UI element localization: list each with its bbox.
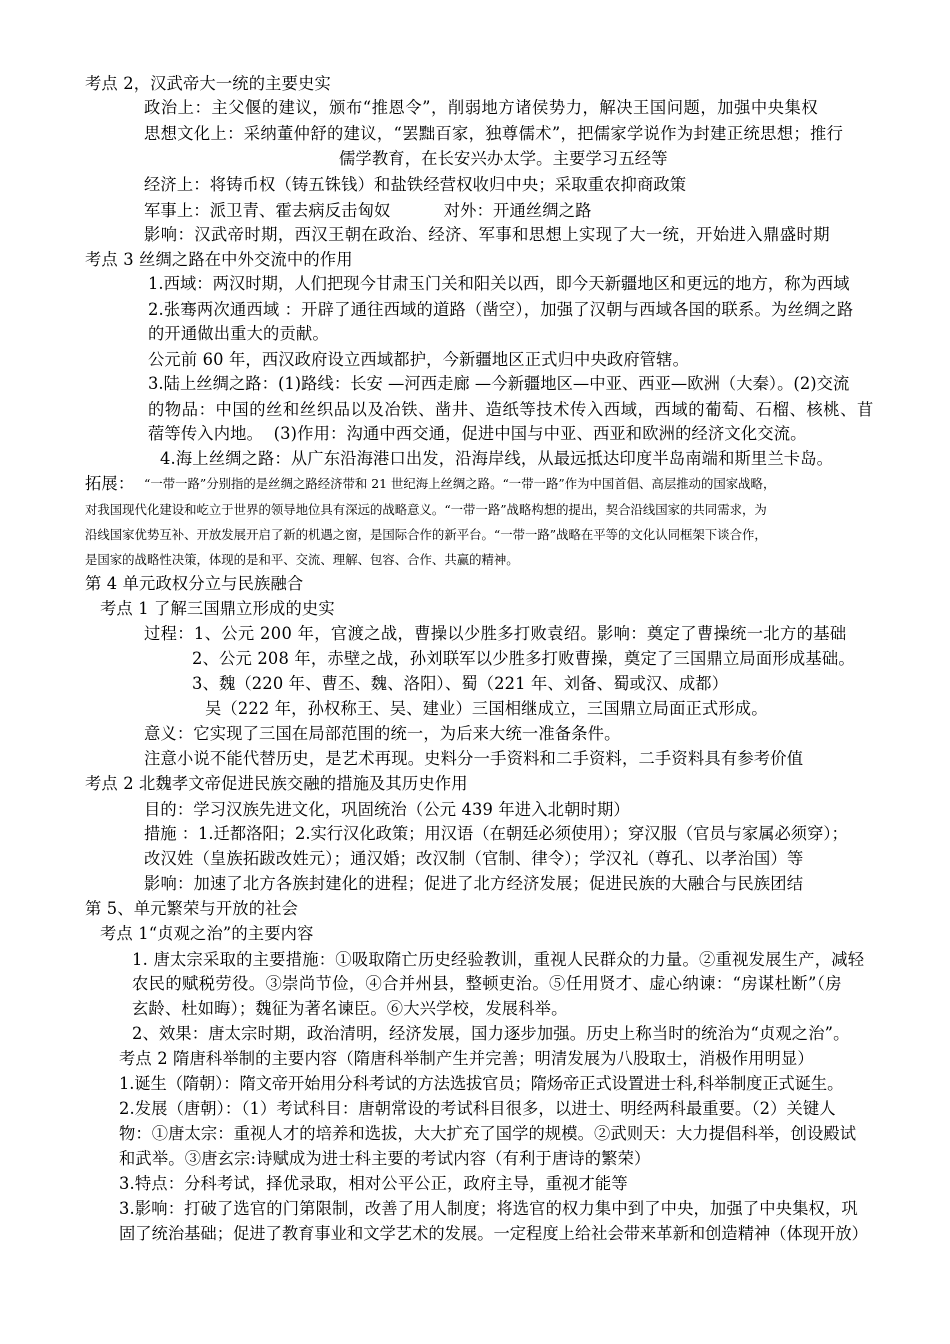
heading-unit-4: 第 4 单元政权分立与民族融合 xyxy=(85,574,304,593)
heading-kaodian-2-hanwudi: 考点 2，汉武帝大一统的主要史实 xyxy=(85,74,331,93)
text-line: 1.西域：两汉时期，人们把现今甘肃玉门关和阳关以西，即今天新疆地区和更远的地方，称为西域 xyxy=(148,274,850,293)
text-line: 2、公元 208 年，赤壁之战，孙刘联军以少胜多打败曹操，奠定了三国鼎立局面形成基础。 xyxy=(192,649,855,668)
text-line: 3.影响：打破了选官的门第限制，改善了用人制度；将选官的权力集中到了中央，加强了中央集权，巩 xyxy=(119,1199,858,1218)
text-line: 4.海上丝绸之路：从广东沿海港口出发，沿海岸线，从最远抵达印度半岛南端和斯里兰卡岛。 xyxy=(160,449,834,468)
text-line: 蓿等传入内地。 (3)作用：沟通中西交通，促进中国与中亚、西亚和欧洲的经济文化交流。 xyxy=(148,424,807,443)
text-line: 2.发展（唐朝）：（1）考试科目：唐朝常设的考试科目很多，以进士、明经两科最重要。（2）关键人 xyxy=(119,1099,836,1118)
text-line: 玄龄、杜如晦）；魏征为著名谏臣。⑥大兴学校，发展科举。 xyxy=(132,999,568,1018)
text-line: 1.诞生（隋朝）：隋文帝开始用分科考试的方法选拔官员；隋炀帝正式设置进士科,科举制度正式诞生。 xyxy=(119,1074,844,1093)
heading-kaodian-1-zhenguan: 考点 1“贞观之治”的主要内容 xyxy=(100,924,314,943)
heading-kaodian-3-silk-road: 考点 3 丝绸之路在中外交流中的作用 xyxy=(85,250,353,269)
text-line: 1. 唐太宗采取的主要措施：①吸取隋亡历史经验教训，重视人民群众的力量。②重视发展生产，减轻 xyxy=(132,950,865,969)
heading-kaodian-2-xiaowendi: 考点 2 北魏孝文帝促进民族交融的措施及其历史作用 xyxy=(85,774,468,793)
text-line: 意义：它实现了三国在局部范围的统一，为后来大统一准备条件。 xyxy=(144,724,621,743)
text-line: 经济上：将铸币权（铸五铢钱）和盐铁经营权收归中央；采取重农抑商政策 xyxy=(144,175,687,194)
small-text-line: 对我国现代化建设和屹立于世界的领导地位具有深远的战略意义。“一带一路”战略构想的提出，契合沿线国家的共同需求，为 xyxy=(85,502,767,517)
text-line: 过程：1、公元 200 年，官渡之战，曹操以少胜多打败袁绍。影响：奠定了曹操统一北方的基础 xyxy=(144,624,847,643)
text-line: 物：①唐太宗：重视人才的培养和选拔，大大扩充了国学的规模。②武则天：大力提倡科举，创设殿试 xyxy=(119,1124,857,1143)
text-line: 2.张骞两次通西域 ：开辟了通往西域的道路（凿空），加强了汉朝与西域各国的联系。为丝绸之路 xyxy=(148,300,854,319)
text-line: 和武举。③唐玄宗:诗赋成为进士科主要的考试内容（有利于唐诗的繁荣） xyxy=(119,1149,651,1168)
text-line: 目的：学习汉族先进文化，巩固统治（公元 439 年进入北朝时期） xyxy=(144,800,630,819)
text-line: 3.陆上丝绸之路：(1)路线：长安 —河西走廊 —今新疆地区—中亚、西亚—欧洲（大秦）。(2)交流 xyxy=(148,374,850,393)
small-text-line: “一带一路”分别指的是丝绸之路经济带和 21 世纪海上丝绸之路。“一带一路”作为中国首倡、高层推动的国家战略， xyxy=(144,476,776,491)
text-line: 农民的赋税劳役。③崇尚节俭，④合并州县，整顿吏治。⑤任用贤才、虚心纳谏：“房谋杜断”（房 xyxy=(132,974,842,993)
text-line: 的物品：中国的丝和丝织品以及冶铁、凿井、造纸等技术传入西域，西域的葡萄、石榴、核桃、苜 xyxy=(148,400,874,419)
text-line: 影响：加速了北方各族封建化的进程；促进了北方经济发展；促进民族的大融合与民族团结 xyxy=(144,874,804,893)
small-text-line: 沿线国家优势互补、开放发展开启了新的机遇之窗，是国际合作的新平台。“一带一路”战略在平等的文化认同框架下谈合作， xyxy=(85,527,767,542)
text-line: 公元前 60 年，西汉政府设立西域都护，今新疆地区正式归中央政府管辖。 xyxy=(148,350,690,369)
text-line: 改汉姓（皇族拓跋改姓元）；通汉婚；改汉制（官制、律令）；学汉礼（尊孔、以孝治国）等 xyxy=(144,849,804,868)
heading-unit-5: 第 5、单元繁荣与开放的社会 xyxy=(85,899,299,918)
small-text-line: 是国家的战略性决策，体现的是和平、交流、理解、包容、合作、共赢的精神。 xyxy=(85,552,519,567)
text-line: 军事上：派卫青、霍去病反击匈奴 对外：开通丝绸之路 xyxy=(144,201,592,220)
text-line: 2、效果：唐太宗时期，政治清明，经济发展，国力逐步加强。历史上称当时的统治为“贞观之治”。 xyxy=(132,1024,850,1043)
text-line: 思想文化上：采纳董仲舒的建议，“罢黜百家，独尊儒术”，把儒家学说作为封建正统思想；推行 xyxy=(144,124,844,143)
text-line: 的开通做出重大的贡献。 xyxy=(148,324,329,343)
text-line: 政治上：主父偃的建议，颁布“推恩令”，削弱地方诸侯势力，解决王国问题，加强中央集权 xyxy=(144,98,819,117)
text-line: 措施 ：1.迁都洛阳；2.实行汉化政策；用汉语（在朝廷必须使用）；穿汉服（官员与家属必须穿）； xyxy=(144,824,848,843)
extension-label: 拓展： xyxy=(85,474,135,493)
text-line: 影响：汉武帝时期，西汉王朝在政治、经济、军事和思想上实现了大一统，开始进入鼎盛时期 xyxy=(144,225,830,244)
text-line: 固了统治基础；促进了教育事业和文学艺术的发展。一定程度上给社会带来革新和创造精神（体现开放） xyxy=(119,1224,868,1243)
text-line: 3.特点：分科考试，择优录取，相对公平公正，政府主导，重视才能等 xyxy=(119,1174,628,1193)
text-line: 吴（222 年，孙权称王、吴、建业）三国相继成立，三国鼎立局面正式形成。 xyxy=(205,699,768,718)
text-line: 3、魏（220 年、曹丕、魏、洛阳）、蜀（221 年、刘备、蜀或汉、成都） xyxy=(192,674,729,693)
text-line: 注意小说不能代替历史，是艺术再现。史料分一手资料和二手资料，二手资料具有参考价值 xyxy=(144,749,804,768)
heading-kaodian-1-three-kingdoms: 考点 1 了解三国鼎立形成的史实 xyxy=(100,599,335,618)
heading-kaodian-2-keju: 考点 2 隋唐科举制的主要内容（隋唐科举制产生并完善；明清发展为八股取士，消极作用明显） xyxy=(119,1049,814,1068)
text-line: 儒学教育，在长安兴办太学。主要学习五经等 xyxy=(339,149,668,168)
